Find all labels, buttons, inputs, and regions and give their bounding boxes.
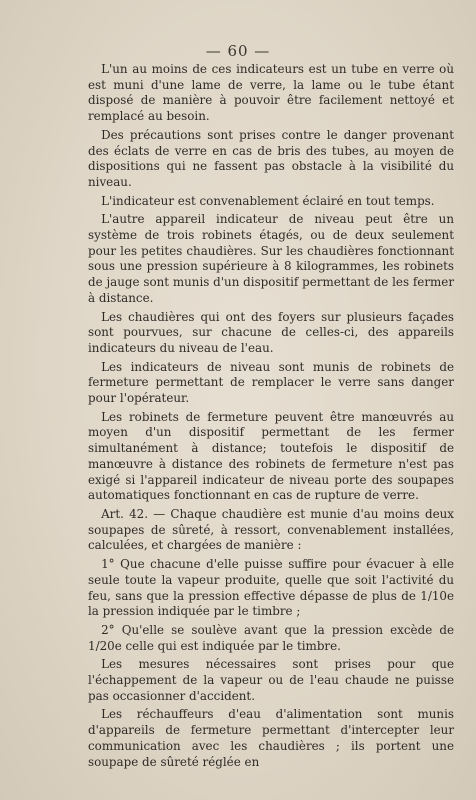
paragraph: Les mesures nécessaires sont prises pour que l'échappement de la vapeur ou de l'eau chaude ne puisse pas occasionner d'accident. bbox=[88, 657, 454, 703]
list-item: 2° Qu'elle se soulève avant que la pression excède de 1/20e celle qui est indiquée par le timbre. bbox=[88, 622, 454, 653]
paragraph: Les chaudières qui ont des foyers sur plusieurs façades sont pourvues, sur chacune de celles-ci, des appareils indicateurs du niveau de l'eau. bbox=[88, 309, 454, 355]
paragraph: L'un au moins de ces indicateurs est un tube en verre où est muni d'une lame de verre, la lame ou le tube étant disposé de manière à pouvoir être facilement nettoyé et remplacé au besoin. bbox=[88, 62, 454, 124]
paragraph: Les indicateurs de niveau sont munis de robinets de fermeture permettant de remplacer le verre sans danger pour l'opérateur. bbox=[88, 359, 454, 406]
paragraph: L'indicateur est convenablement éclairé en tout temps. bbox=[101, 193, 435, 208]
paragraph: L'autre appareil indicateur de niveau peut être un système de trois robinets étagés, ou de deux seulement pour les petites chaudières. Sur les chaudières fonctionnant sous une pression supérieure à 8 kilogrammes, les robinets de jauge sont munis d'un dispositif permettant de les fermer à distance. bbox=[88, 212, 454, 305]
paragraph: Des précautions sont prises contre le danger provenant des éclats de verre en cas de bris des tubes, au moyen de dispositions qui ne fassent pas obstacle à la visibilité du niveau. bbox=[88, 127, 454, 189]
page-number: — 60 — bbox=[205, 42, 271, 60]
body-text bbox=[88, 62, 454, 770]
paragraph: Les robinets de fermeture peuvent être manœuvrés au moyen d'un dispositif permettant de les fermer simultanément à distance; toutefois le dispositif de manœuvre à distance des robinets de fermeture n'est pas exigé si l'appareil indicateur de niveau porte des soupapes automatiques fonctionnant en cas de rupture de verre. bbox=[88, 409, 454, 503]
article-heading-paragraph: Art. 42. — Chaque chaudière est munie d'au moins deux soupapes de sûreté, à ressort, convenablement installées, calculées, et chargées de manière : bbox=[88, 506, 454, 553]
paragraph: Les réchauffeurs d'eau d'alimentation sont munis d'appareils de fermeture permettant d'intercepter leur communication avec les chaudières ; ils portent une soupape de sûreté réglée en bbox=[88, 707, 454, 769]
list-item: 1° Que chacune d'elle puisse suffire pour évacuer à elle seule toute la vapeur produite, quelle que soit l'activité du feu, sans que la pression effective dépasse de plus de 1/10e la pression indiquée par le timbre ; bbox=[88, 557, 454, 619]
